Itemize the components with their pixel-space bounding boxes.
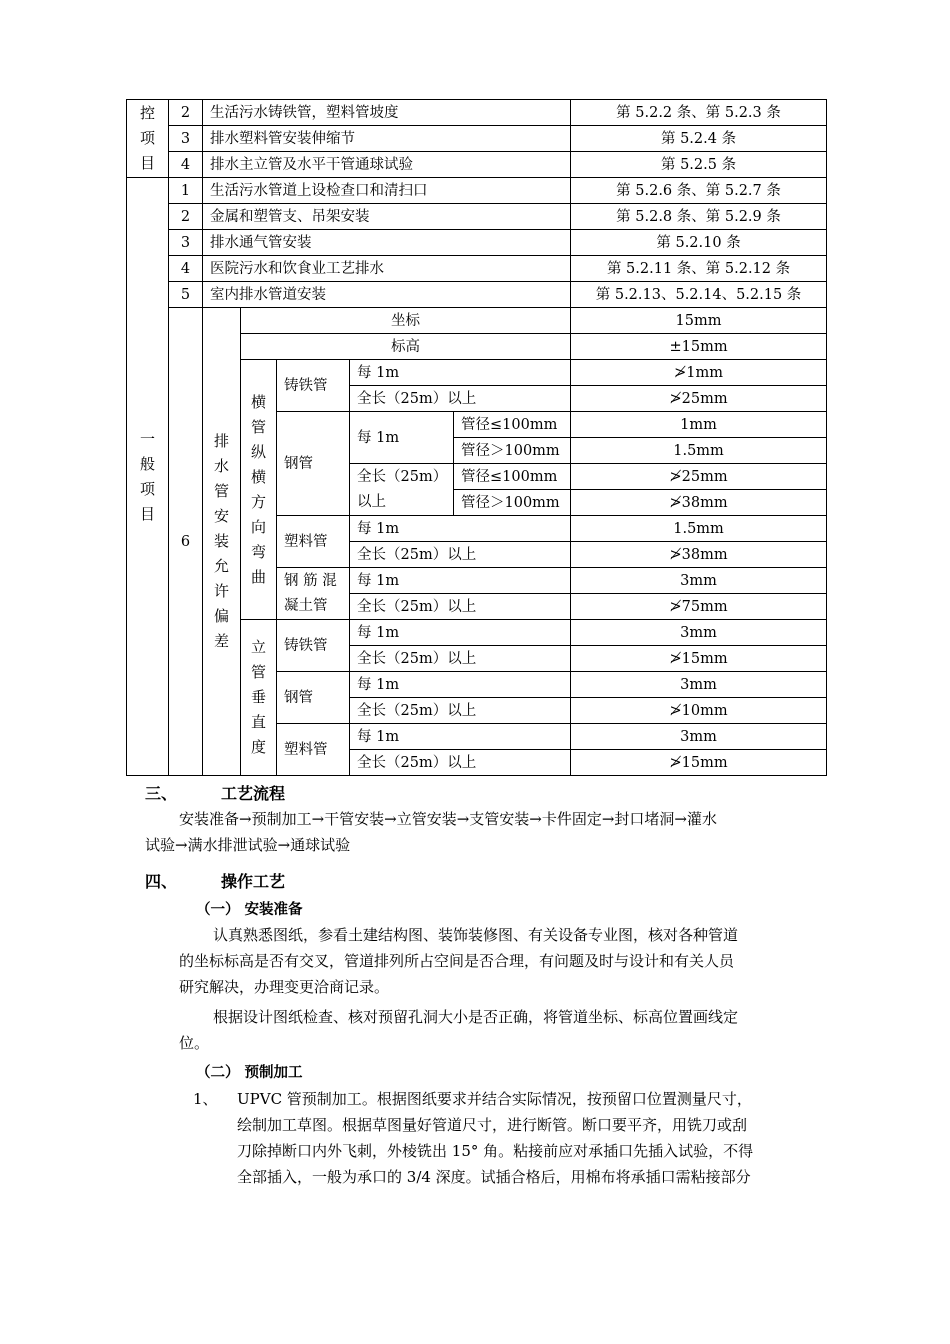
row-reference: 第 5.2.2 条、第 5.2.3 条 (571, 100, 827, 126)
tolerance-value: 3mm (571, 724, 827, 750)
deviation-label: 排水管安装允许偏差 (203, 308, 241, 776)
tolerance-value: ≯25mm (571, 464, 827, 490)
row-number: 1 (169, 178, 203, 204)
coordinate-value: 15mm (571, 308, 827, 334)
tolerance-value: 1mm (571, 412, 827, 438)
per-1m-label: 每 1m (350, 568, 571, 594)
paragraph-line: 认真熟悉图纸，参看土建结构图、装饰装修图、有关设备专业图，核对各种管道 (213, 926, 739, 944)
diameter-gt-label: 管径＞100mm (454, 438, 571, 464)
row-item: 生活污水铸铁管，塑料管坡度 (203, 100, 571, 126)
tolerance-value: ≯38mm (571, 490, 827, 516)
list-item-line: 全部插入，一般为承口的 3/4 深度。试插合格后，用棉布将承插口需粘接部分 (237, 1168, 751, 1186)
row-reference: 第 5.2.11 条、第 5.2.12 条 (571, 256, 827, 282)
tolerance-value: 3mm (571, 620, 827, 646)
per-1m-label: 每 1m (350, 724, 571, 750)
list-item-number: 1、 (193, 1090, 218, 1108)
table-row (127, 308, 827, 334)
acceptance-table (126, 99, 827, 776)
per-1m-label: 每 1m (350, 516, 571, 542)
full-length-label: 全长（25m）以上 (350, 750, 571, 776)
row-number: 3 (169, 230, 203, 256)
control-group-label: 控项目 (127, 100, 169, 178)
subsection-2-heading: （二） 预制加工 (196, 1065, 303, 1081)
general-group-label: 一般项目 (127, 178, 169, 776)
row-item: 生活污水管道上设检查口和清扫口 (203, 178, 571, 204)
table-row (127, 282, 827, 308)
list-item-line: UPVC 管预制加工。根据图纸要求并结合实际情况，按预留口位置测量尺寸， (237, 1090, 752, 1108)
per-1m-label: 每 1m (350, 412, 454, 464)
tolerance-value: ≯15mm (571, 646, 827, 672)
row-number: 2 (169, 100, 203, 126)
row-reference: 第 5.2.5 条 (571, 152, 827, 178)
paragraph-line: 的坐标标高是否有交叉，管道排列所占空间是否合理，有问题及时与设计和有关人员 (179, 952, 735, 970)
tolerance-value: 3mm (571, 672, 827, 698)
row-item: 排水主立管及水平干管通球试验 (203, 152, 571, 178)
row-number: 5 (169, 282, 203, 308)
table-row (127, 100, 827, 126)
paragraph-line: 研究解决，办理变更洽商记录。 (179, 978, 390, 996)
tolerance-value: ≯25mm (571, 386, 827, 412)
tolerance-value: 3mm (571, 568, 827, 594)
section-title: 工艺流程 (221, 784, 286, 803)
full-length-label: 全长（25m）以上 (350, 542, 571, 568)
tolerance-value: ≯75mm (571, 594, 827, 620)
per-1m-label: 每 1m (350, 620, 571, 646)
row-reference: 第 5.2.6 条、第 5.2.7 条 (571, 178, 827, 204)
table-row (127, 126, 827, 152)
paragraph-line: 位。 (179, 1034, 210, 1052)
tolerance-value: ≯10mm (571, 698, 827, 724)
diameter-gt-label: 管径＞100mm (454, 490, 571, 516)
row-item: 排水塑料管安装伸缩节 (203, 126, 571, 152)
list-item-line: 刀除掉断口内外飞刺，外棱铣出 15° 角。粘接前应对承插口先插入试验，不得 (237, 1142, 754, 1160)
row-number: 4 (169, 256, 203, 282)
horizontal-bend-label: 横管纵横方向弯曲 (241, 360, 277, 620)
full-length-label: 全长（25m）以上 (350, 594, 571, 620)
section-3-heading (145, 781, 285, 804)
process-flow-line-2: 试验→满水排泄试验→通球试验 (145, 836, 351, 854)
row-reference: 第 5.2.8 条、第 5.2.9 条 (571, 204, 827, 230)
paragraph-line: 根据设计图纸检查、核对预留孔洞大小是否正确，将管道坐标、标高位置画线定 (213, 1008, 739, 1026)
concrete-label: 钢 筋 混 凝土管 (277, 568, 350, 620)
row-number: 3 (169, 126, 203, 152)
row-reference: 第 5.2.13、5.2.14、5.2.15 条 (571, 282, 827, 308)
row-item: 室内排水管道安装 (203, 282, 571, 308)
table-row (127, 256, 827, 282)
full-length-label: 全长（25m）以上 (350, 698, 571, 724)
row-number: 2 (169, 204, 203, 230)
row-item: 排水通气管安装 (203, 230, 571, 256)
tolerance-value: 1.5mm (571, 438, 827, 464)
list-item-line: 绘制加工草图。根据草图量好管道尺寸，进行断管。断口要平齐，用铣刀或刮 (237, 1116, 748, 1134)
table-row (127, 152, 827, 178)
tolerance-value: ≯1mm (571, 360, 827, 386)
diameter-le-label: 管径≤100mm (454, 464, 571, 490)
elevation-value: ±15mm (571, 334, 827, 360)
section-number: 三、 (145, 784, 178, 803)
full-length-label: 全长（25m）以上 (350, 646, 571, 672)
process-flow-line-1: 安装准备→预制加工→干管安装→立管安装→支管安装→卡件固定→封口堵洞→灌水 (179, 810, 717, 828)
table-row (127, 230, 827, 256)
section-title: 操作工艺 (221, 872, 286, 891)
plastic-label: 塑料管 (277, 516, 350, 568)
section-number: 四、 (145, 872, 178, 891)
tolerance-value: 1.5mm (571, 516, 827, 542)
tolerance-value: ≯15mm (571, 750, 827, 776)
plastic-label: 塑料管 (277, 724, 350, 776)
full-length-label: 全长（25m） 以上 (350, 464, 454, 516)
table-row (127, 204, 827, 230)
table-row (127, 178, 827, 204)
steel-label: 钢管 (277, 412, 350, 516)
subsection-1-heading: （一） 安装准备 (196, 902, 303, 918)
section-4-heading (145, 869, 285, 892)
deviation-number: 6 (169, 308, 203, 776)
row-reference: 第 5.2.10 条 (571, 230, 827, 256)
diameter-le-label: 管径≤100mm (454, 412, 571, 438)
cast-iron-label: 铸铁管 (277, 360, 350, 412)
tolerance-value: ≯38mm (571, 542, 827, 568)
row-item: 医院污水和饮食业工艺排水 (203, 256, 571, 282)
row-item: 金属和塑管支、吊架安装 (203, 204, 571, 230)
row-reference: 第 5.2.4 条 (571, 126, 827, 152)
vertical-plumb-label: 立管垂直度 (241, 620, 277, 776)
full-length-label: 全长（25m）以上 (350, 386, 571, 412)
row-number: 4 (169, 152, 203, 178)
elevation-label: 标高 (241, 334, 571, 360)
per-1m-label: 每 1m (350, 672, 571, 698)
steel-label: 钢管 (277, 672, 350, 724)
per-1m-label: 每 1m (350, 360, 571, 386)
coordinate-label: 坐标 (241, 308, 571, 334)
cast-iron-label: 铸铁管 (277, 620, 350, 672)
